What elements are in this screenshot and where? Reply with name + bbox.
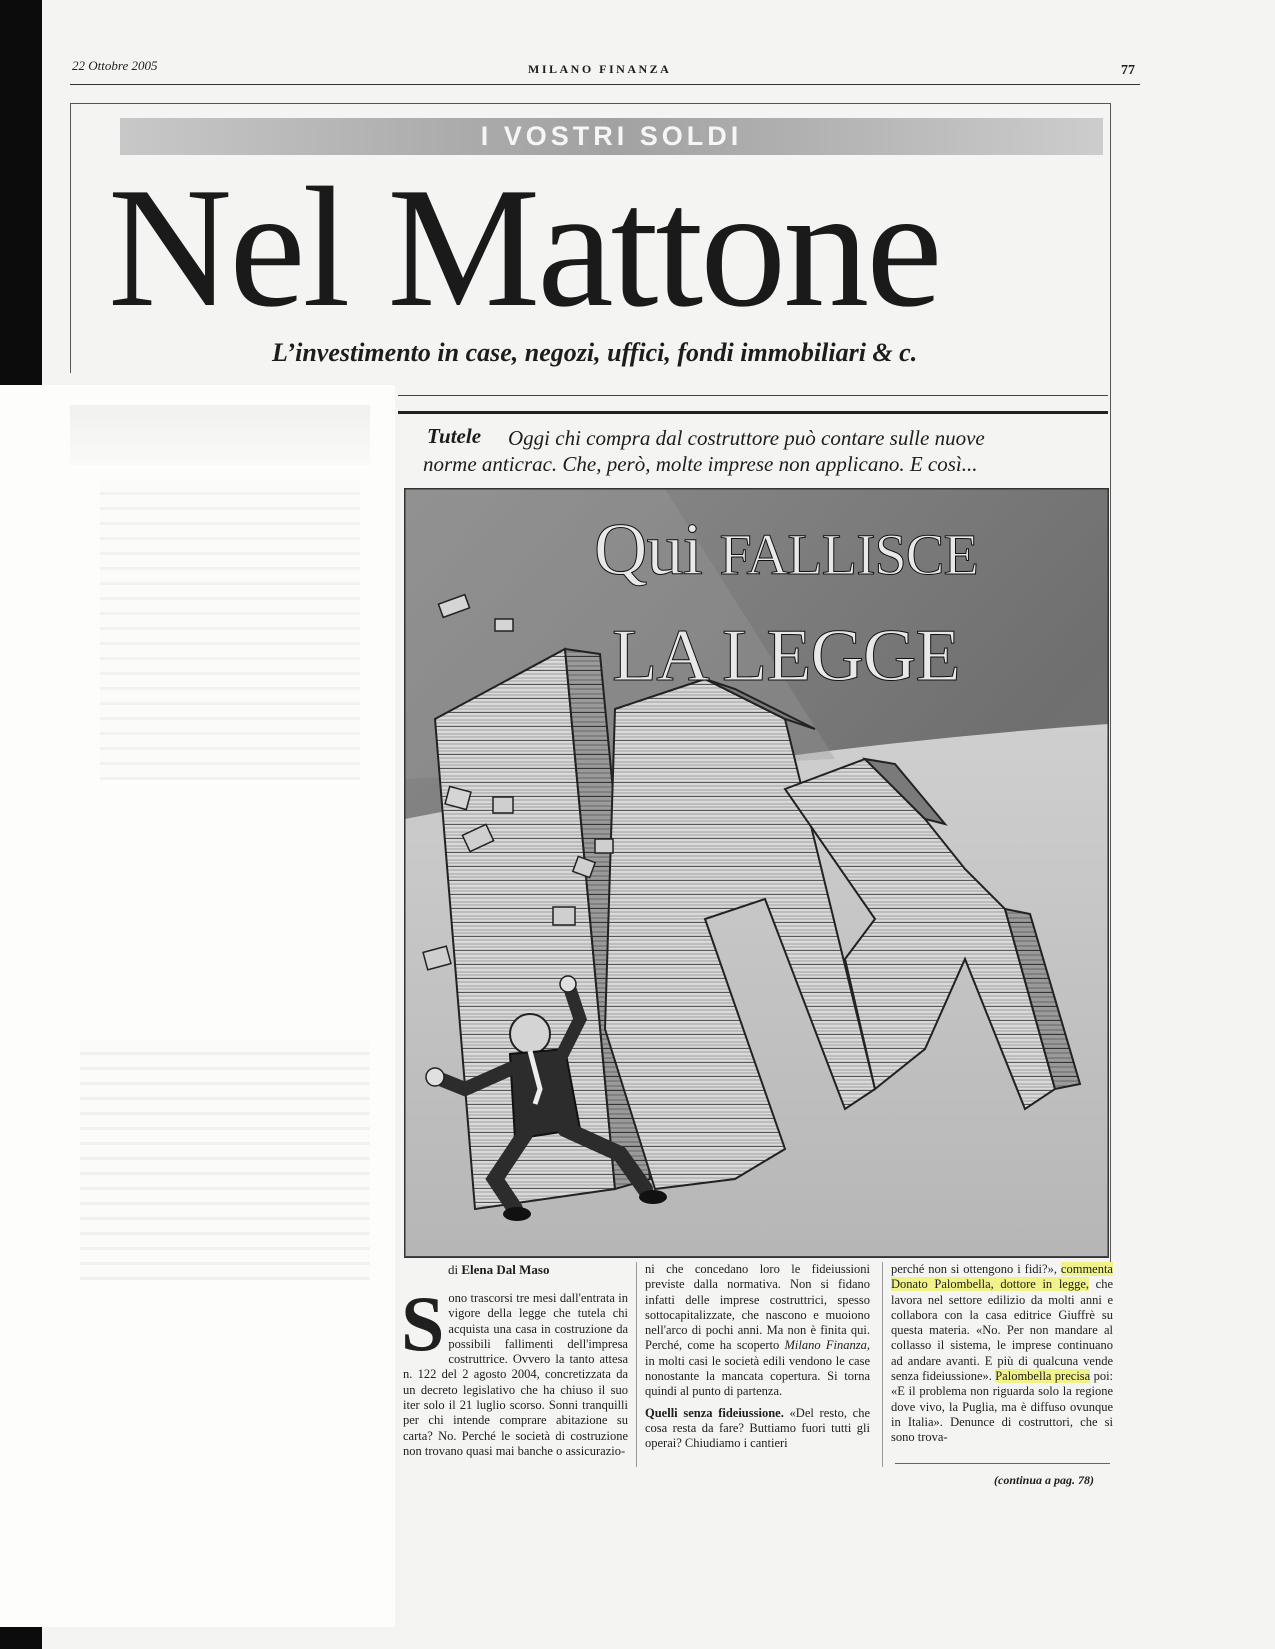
scan-edge-shadow: [0, 0, 42, 385]
page-number: 77: [1121, 63, 1135, 78]
byline-author: Elena Dal Maso: [461, 1262, 550, 1277]
page-title: Nel Mattone: [108, 153, 940, 343]
frame-line: [70, 103, 71, 373]
issue-date: 22 Ottobre 2005: [72, 58, 158, 73]
illustration-drawing: [405, 489, 1108, 1257]
article-column-1: [401, 1280, 628, 1459]
article-text: che lavora nel settore edilizio da molti anni e collabora con la casa editrice Giuffrè su questa materia. «No. Per non mandare al collasso il sistema, le imprese continuano ad andare avanti. E più di qualcuna vende senza fideiussione».: [891, 1277, 1114, 1384]
header-rule: [70, 84, 1140, 85]
illustration-headline-word: Qui: [594, 509, 702, 591]
column-divider: [882, 1262, 883, 1467]
divider: [398, 395, 1108, 396]
kicker-label: Tutele: [427, 424, 482, 448]
publication-name: MILANO FINANZA: [528, 62, 672, 76]
highlighted-text: Palombella precisa: [995, 1369, 1091, 1384]
article-text: perché non si ottengono i fidi?»,: [891, 1262, 1057, 1276]
collapsing-wall-illustration: [404, 488, 1109, 1258]
article-subheading: Quelli senza fideiussione.: [645, 1405, 784, 1420]
article-column-2: [645, 1262, 870, 1452]
frame-line: [70, 103, 1110, 104]
divider: [404, 1256, 1107, 1257]
illustration-headline: LA LEGGE: [612, 615, 960, 697]
column-divider: [636, 1262, 637, 1467]
continued-note: (continua a pag. 78): [994, 1473, 1095, 1487]
drop-cap: S: [401, 1280, 445, 1367]
kicker-text: norme anticrac. Che, però, molte imprese non applicano. E così...: [423, 452, 978, 476]
illustration-headline-word: FALLISCE: [719, 522, 978, 587]
byline: [448, 1262, 550, 1278]
byline-prefix: di: [448, 1262, 459, 1277]
article-text: ni che concedano loro le fideiussioni previste dalla normativa. Non si fidano infatti delle imprese costruttrici, spesso sottocapitalizzate, che nascono e muoiono nell'arco di pochi anni. Ma non è finita qui. Perché, come ha scoperto: [645, 1262, 870, 1353]
article-text: «Del resto, che cosa resta da fare? Buttiamo fuori tutti gli operai? Chiudiamo i cantieri: [645, 1405, 871, 1451]
article-text: poi: «E il problema non riguarda solo la regione dove vivo, la Puglia, ma è diffuso ovunque in Italia». Denunce di costruttori, che si sono trova-: [891, 1369, 1114, 1445]
article-column-3: [891, 1262, 1113, 1446]
article-text: ono trascorsi tre mesi dall'entrata in vigore della legge che tutela chi acquista una casa in costruzione da possibili fallimenti dell'impresa costruttrice. Ovvero la tanto attesa n. 122 del 2 agosto 2004, concretizzata da un decreto legislativo che ha chiuso il suo iter solo il 21 luglio scorso. Sonni tranquilli per chi intende comprare abitazione su carta? No. Perché le società di costruzione non trovano quasi mai banche o assicurazio-: [403, 1291, 628, 1458]
article-publication-ref: Milano Finanza,: [784, 1338, 870, 1353]
divider-thick: [398, 411, 1108, 414]
scan-edge-shadow-bottom: [0, 1627, 42, 1649]
page-subtitle: L’investimento in case, negozi, uffici, fondi immobiliari & c.: [272, 338, 918, 367]
section-label: I VOSTRI SOLDI: [480, 121, 743, 151]
bleed-through-text: [80, 1040, 370, 1280]
divider: [895, 1463, 1110, 1464]
kicker-text: Oggi chi compra dal costruttore può contare sulle nuove: [508, 426, 985, 450]
bleed-through-text: [70, 405, 370, 465]
frame-line: [1110, 103, 1111, 1268]
illustration-headline: [594, 508, 978, 593]
bleed-through-text: [100, 480, 360, 780]
highlighted-text: commenta Donato Palombella, dottore in legge,: [891, 1262, 1113, 1292]
article-text: in molti casi le società edili vendono le case nonostante la mancata copertura. Si torna quindi al punto di partenza.: [645, 1353, 870, 1399]
